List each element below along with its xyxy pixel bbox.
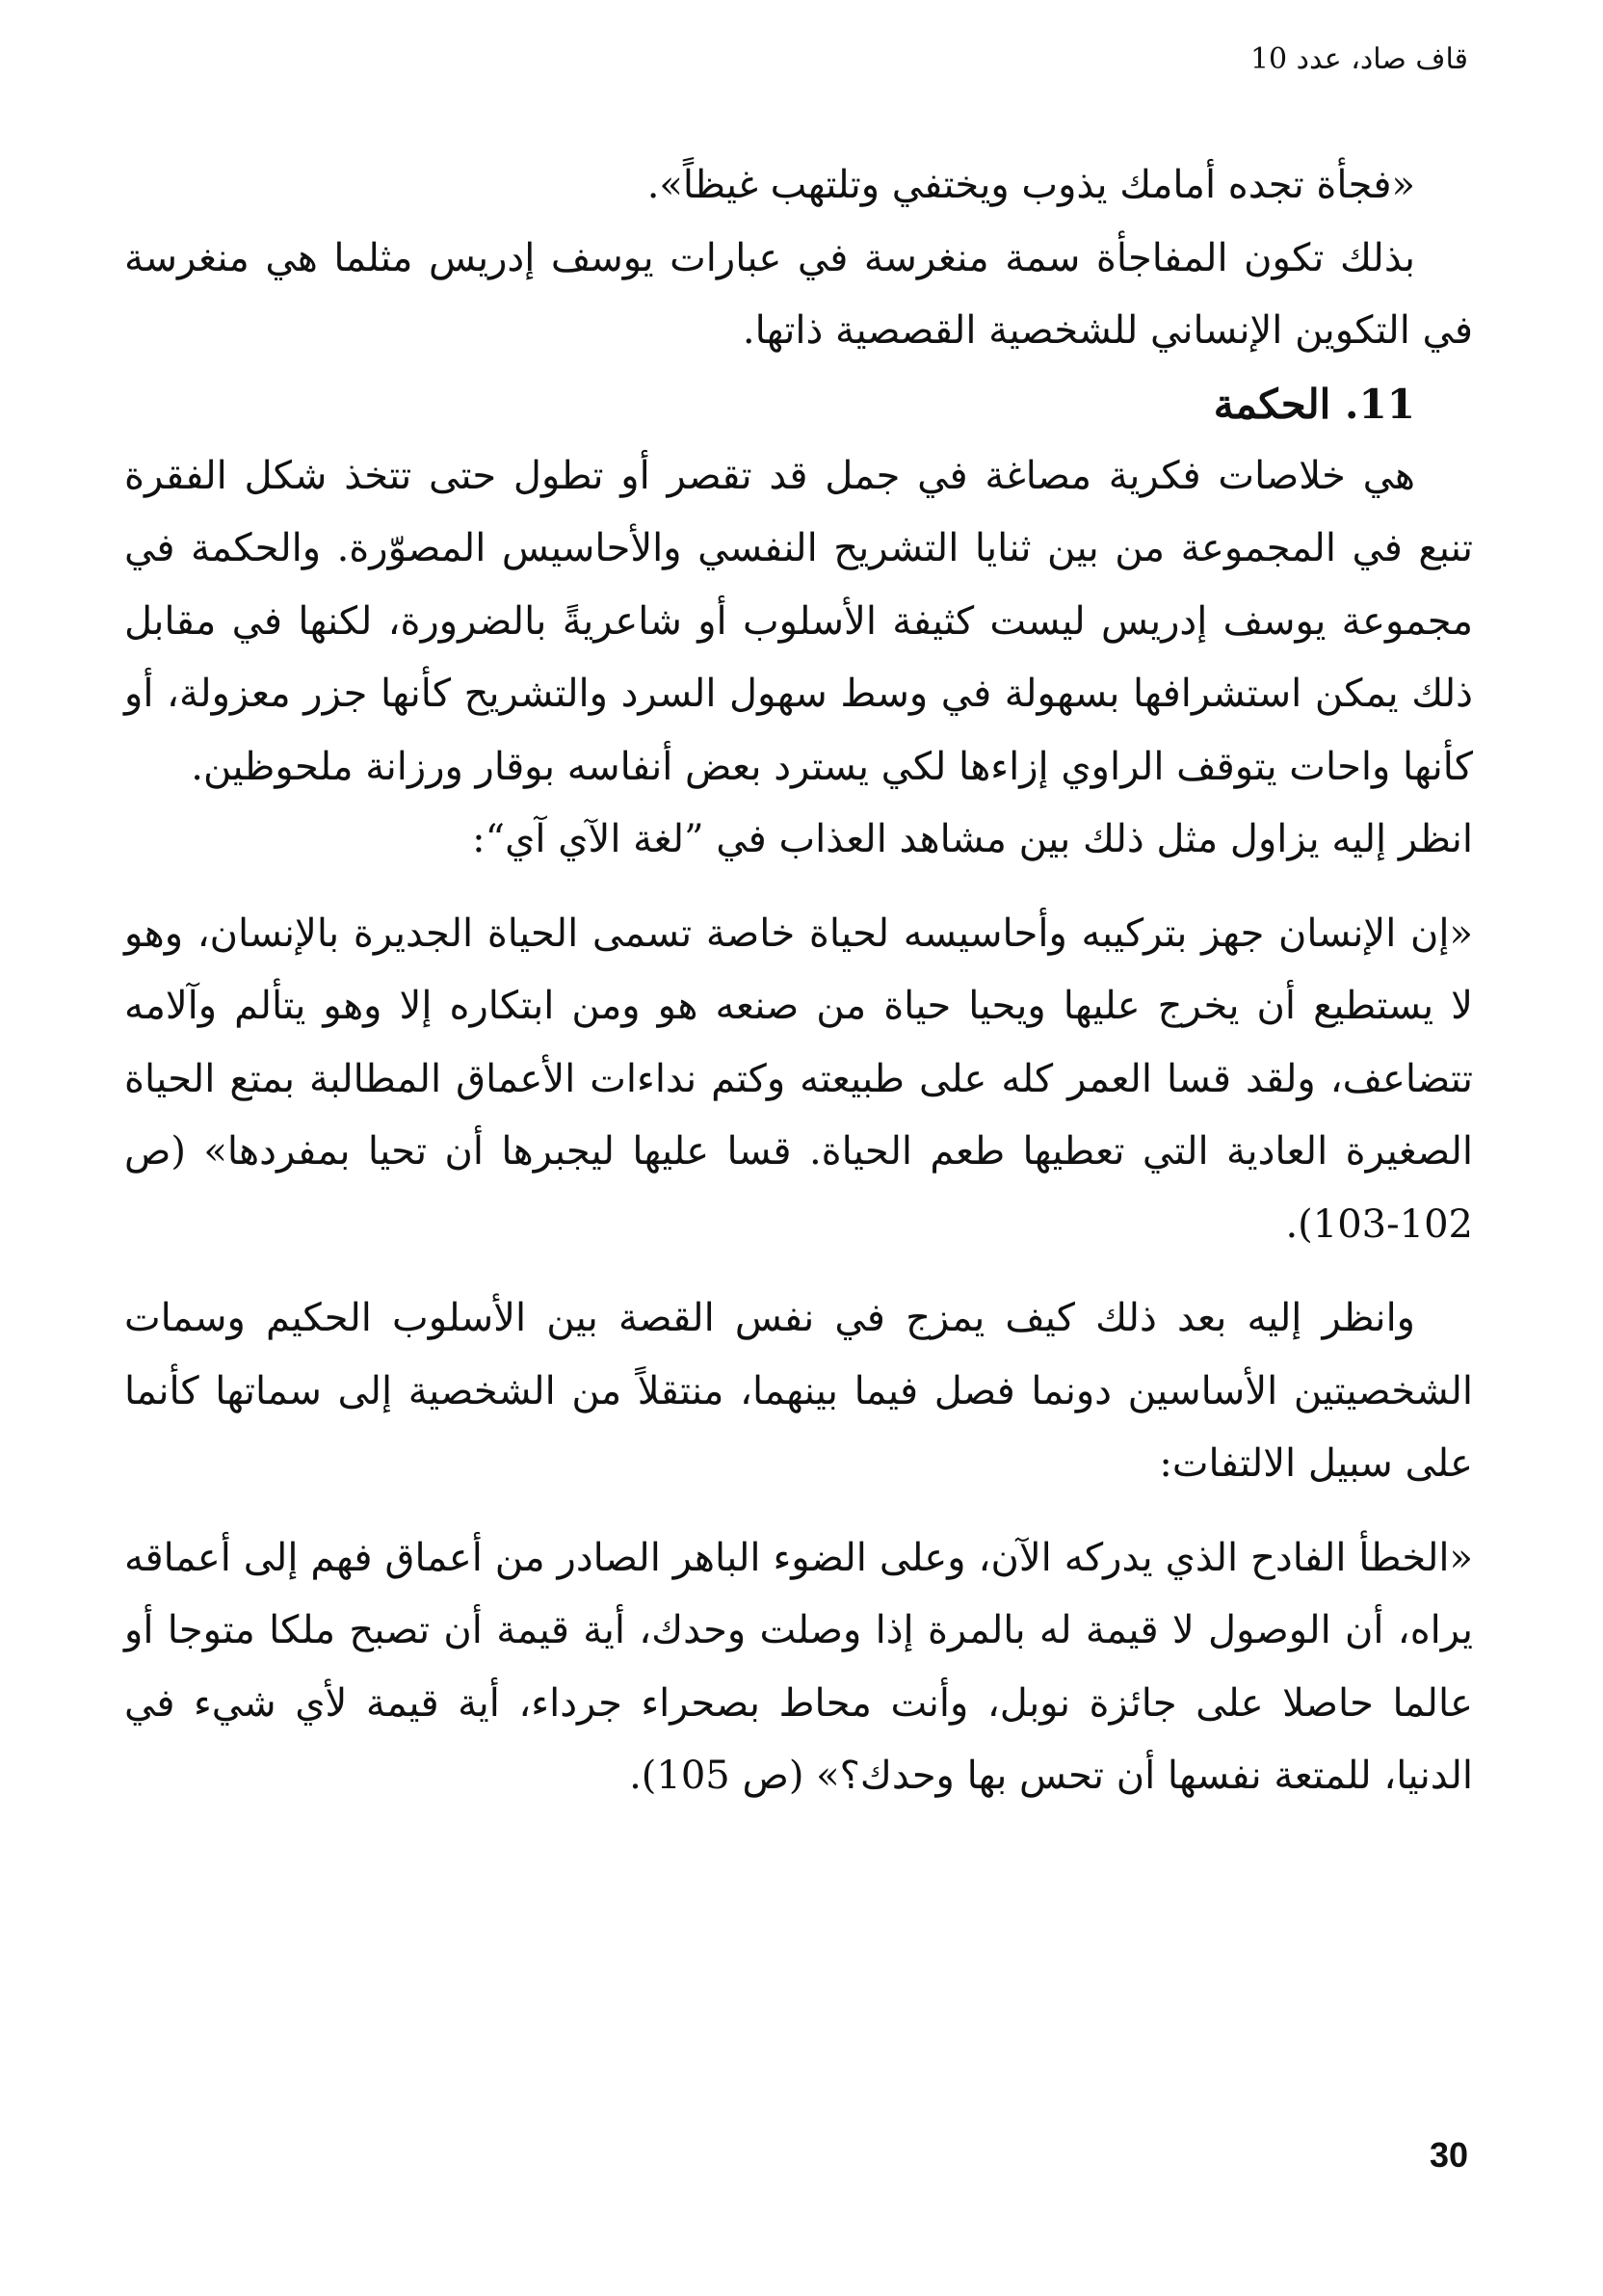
- page-number: 30: [1429, 2135, 1468, 2175]
- running-header: قاف صاد، عدد 10: [1249, 42, 1468, 76]
- paragraph-blend: وانظر إليه بعد ذلك كيف يمزج في نفس القصة بين الأسلوب الحكيم وسمات الشخصيتين الأساسين دونما فصل فيما بينهما، منتقلاً من الشخصية إلى سماتها كأنما على سبيل الالتفات:: [124, 1296, 1473, 1486]
- quote-two: «الخطأ الفادح الذي يدركه الآن، وعلى الضوء الباهر الصادر من أعماق فهم إلى أعماقه يراه، أن الوصول لا قيمة له بالمرة إذا وصلت وحدك، أية قيمة أن تصبح ملكا متوجا أو عالما حاصلا على جائزة نوبل، وأنت محاط بصحراء جرداء، أية قيمة لأي شيء في الدنيا، للمتعة نفسها أن تحس بها وحدك؟» (ص 105).: [124, 1535, 1473, 1798]
- body-text: [124, 149, 1473, 1813]
- section-heading: 11. الحكمة: [1213, 380, 1415, 428]
- quote-one: «إن الإنسان جهز بتركيبه وأحاسيسه لحياة خاصة تسمى الحياة الجديرة بالإنسان، وهو لا يستطيع أن يخرج عليها ويحيا حياة من صنعه هو ومن ابتكاره إلا وهو يتألم وآلامه تتضاعف، ولقد قسا العمر كله على طبيعته وكتم نداءات الأعماق المطالبة بمتع الحياة الصغيرة العادية التي تعطيها طعم الحياة. قسا عليها ليجبرها أن تحيا بمفردها» (ص 102-103).: [124, 910, 1473, 1247]
- intro-quote-one: انظر إليه يزاول مثل ذلك بين مشاهد العذاب في ”لغة الآي آي“:: [472, 817, 1473, 861]
- paragraph-surprise: بذلك تكون المفاجأة سمة منغرسة في عبارات يوسف إدريس مثلما هي منغرسة في التكوين الإنساني للشخصية القصصية ذاتها.: [124, 235, 1473, 353]
- quote-fragment: «فجأة تجده أمامك يذوب ويختفي وتلتهب غيظاً».: [646, 163, 1415, 207]
- paragraph-wisdom: هي خلاصات فكرية مصاغة في جمل قد تقصر أو تطول حتى تتخذ شكل الفقرة تنبع في المجموعة من بين ثنايا التشريح النفسي والأحاسيس المصوّرة. والحكمة في مجموعة يوسف إدريس ليست كثيفة الأسلوب أو شاعريةً بالضرورة، لكنها في مقابل ذلك يمكن استشرافها بسهولة في وسط سهول السرد والتشريح كأنها جزر معزولة، أو كأنها واحات يتوقف الراوي إزاءها لكي يسترد بعض أنفاسه بوقار ورزانة ملحوظين.: [124, 453, 1473, 789]
